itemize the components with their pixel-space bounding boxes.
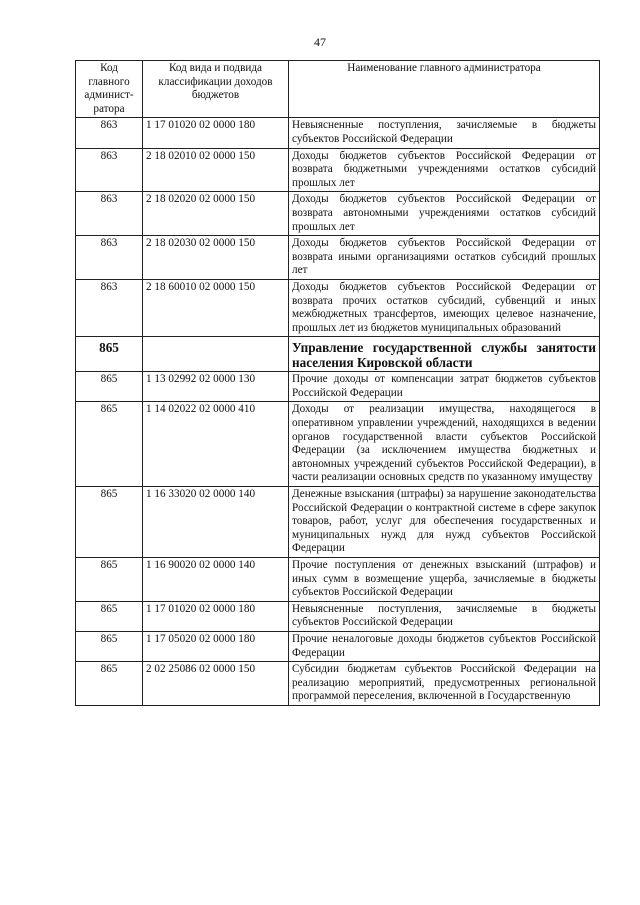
admin-name-cell: Управление государственной службы занятости населения Кировской области <box>289 337 600 372</box>
admin-code-cell: 863 <box>76 192 143 236</box>
table-header <box>76 61 600 118</box>
table-row <box>76 236 600 280</box>
admin-name-cell: Доходы бюджетов субъектов Российской Федерации от возврата автономными учреждениями остатков субсидий прошлых лет <box>289 192 600 236</box>
table-body <box>76 118 600 706</box>
admin-name-cell: Доходы от реализации имущества, находящегося в оперативном управлении учреждений, находящихся в ведении органов государственной власти субъектов Российской Федерации (за исключением имущества бюджетных и автономных учреждений субъектов Российской Федерации), в части реализации основных средств по указанному имуществу <box>289 402 600 487</box>
income-code-cell: 2 18 02030 02 0000 150 <box>143 236 289 280</box>
admin-code-cell: 865 <box>76 402 143 487</box>
table-row <box>76 279 600 336</box>
admin-code-cell: 865 <box>76 337 143 372</box>
admin-code-cell: 865 <box>76 662 143 706</box>
income-code-cell: 1 13 02992 02 0000 130 <box>143 372 289 402</box>
admin-name-cell: Доходы бюджетов субъектов Российской Федерации от возврата прочих остатков субсидий, субвенций и иных межбюджетных трансфертов, имеющих целевое назначение, прошлых лет из бюджетов муниципальных образований <box>289 279 600 336</box>
header-row <box>76 61 600 118</box>
admin-code-cell: 863 <box>76 236 143 280</box>
admin-name-cell: Прочие доходы от компенсации затрат бюджетов субъектов Российской Федерации <box>289 372 600 402</box>
table-row <box>76 118 600 148</box>
table-row <box>76 487 600 558</box>
table-row <box>76 372 600 402</box>
page-number: 47 <box>314 35 326 49</box>
header-income-code: Код вида и подвида классификации доходов бюджетов <box>143 61 289 118</box>
admin-code-cell: 865 <box>76 601 143 631</box>
admin-name-cell: Прочие поступления от денежных взысканий (штрафов) и иных сумм в возмещение ущерба, зачисляемые в бюджеты субъектов Российской Федерации <box>289 558 600 602</box>
header-admin-code: Код главного админист-ратора <box>76 61 143 118</box>
table-row <box>76 631 600 661</box>
admin-name-cell: Прочие неналоговые доходы бюджетов субъектов Российской Федерации <box>289 631 600 661</box>
table-row <box>76 192 600 236</box>
table-row <box>76 558 600 602</box>
admin-name-cell: Доходы бюджетов субъектов Российской Федерации от возврата иными организациями остатков субсидий прошлых лет <box>289 236 600 280</box>
admin-code-cell: 865 <box>76 372 143 402</box>
income-code-cell: 1 17 01020 02 0000 180 <box>143 118 289 148</box>
admin-code-cell: 865 <box>76 558 143 602</box>
income-code-cell: 2 18 60010 02 0000 150 <box>143 279 289 336</box>
table-row <box>76 662 600 706</box>
admin-code-cell: 863 <box>76 118 143 148</box>
table-row <box>76 402 600 487</box>
income-code-cell: 1 16 33020 02 0000 140 <box>143 487 289 558</box>
income-code-cell <box>143 337 289 372</box>
table-row <box>76 148 600 192</box>
income-code-cell: 2 18 02010 02 0000 150 <box>143 148 289 192</box>
income-code-cell: 2 02 25086 02 0000 150 <box>143 662 289 706</box>
admin-name-cell: Субсидии бюджетам субъектов Российской Федерации на реализацию мероприятий, предусмотренных региональной программой переселения, включенной в Государственную <box>289 662 600 706</box>
table-row <box>76 601 600 631</box>
admin-name-cell: Доходы бюджетов субъектов Российской Федерации от возврата бюджетными учреждениями остатков субсидий прошлых лет <box>289 148 600 192</box>
income-code-cell: 2 18 02020 02 0000 150 <box>143 192 289 236</box>
admin-code-cell: 865 <box>76 487 143 558</box>
income-code-cell: 1 17 01020 02 0000 180 <box>143 601 289 631</box>
admin-code-cell: 863 <box>76 279 143 336</box>
income-code-cell: 1 17 05020 02 0000 180 <box>143 631 289 661</box>
header-admin-name: Наименование главного администратора <box>289 61 600 118</box>
admin-name-cell: Денежные взыскания (штрафы) за нарушение законодательства Российской Федерации о контрактной системе в сфере закупок товаров, работ, услуг для обеспечения государственных и муниципальных нужд для нужд субъектов Российской Федерации <box>289 487 600 558</box>
admin-code-cell: 865 <box>76 631 143 661</box>
income-code-cell: 1 14 02022 02 0000 410 <box>143 402 289 487</box>
admin-name-cell: Невыясненные поступления, зачисляемые в бюджеты субъектов Российской Федерации <box>289 601 600 631</box>
admin-code-cell: 863 <box>76 148 143 192</box>
income-administrators-table <box>75 60 600 706</box>
group-row <box>76 337 600 372</box>
admin-name-cell: Невыясненные поступления, зачисляемые в бюджеты субъектов Российской Федерации <box>289 118 600 148</box>
income-code-cell: 1 16 90020 02 0000 140 <box>143 558 289 602</box>
